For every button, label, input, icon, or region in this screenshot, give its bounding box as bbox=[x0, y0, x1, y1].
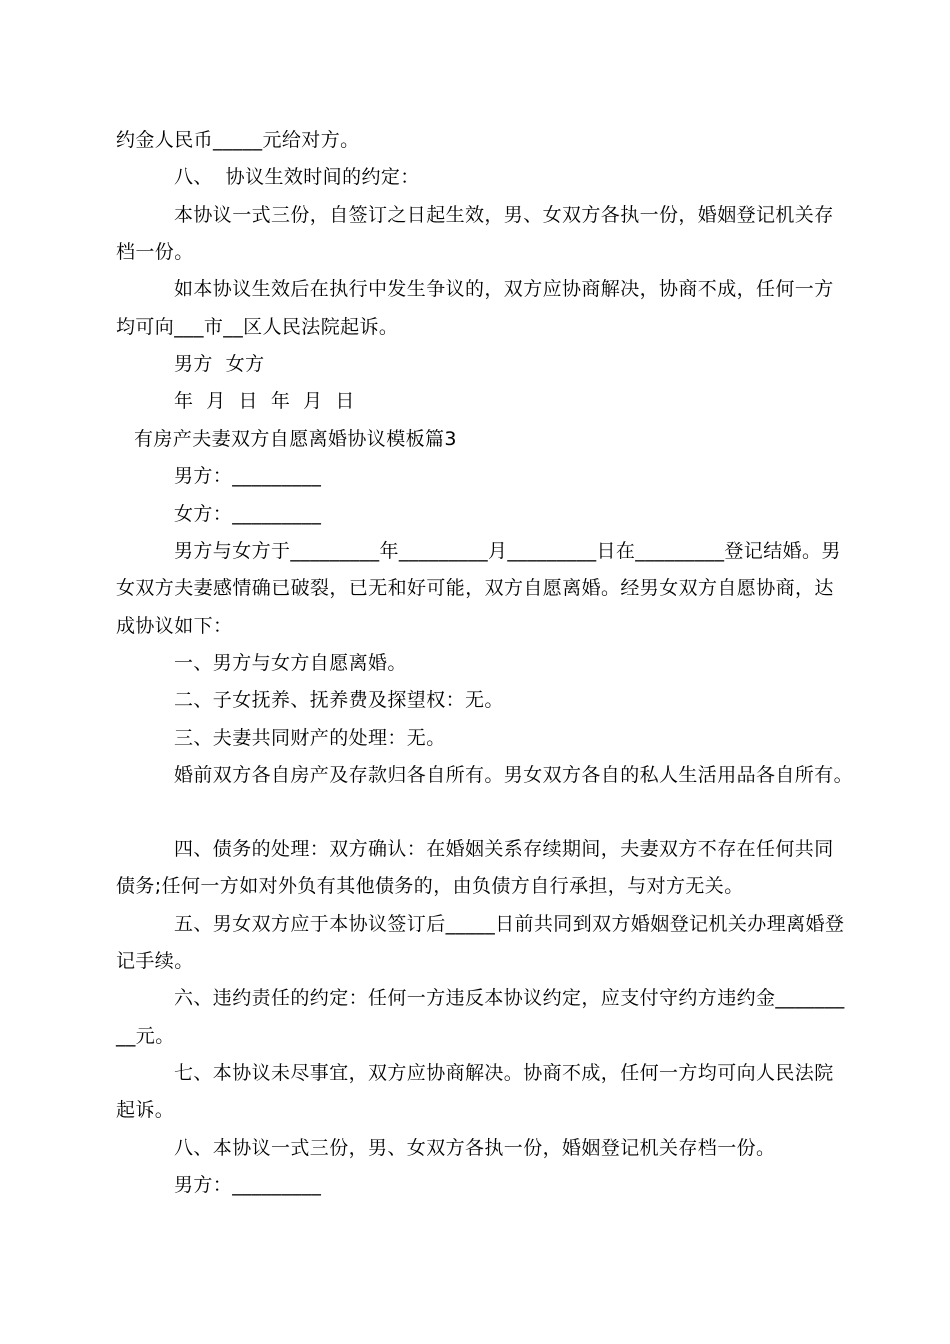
clause-5-cont: 记手续。 bbox=[116, 950, 194, 972]
wife-field: 女方：_________ bbox=[174, 503, 322, 525]
clause-5: 五、男女双方应于本协议签订后_____日前共同到双方婚姻登记机关办理离婚登 bbox=[174, 913, 845, 935]
clause-7: 七、本协议未尽事宜，双方应协商解决。协商不成，任何一方均可向人民法院 bbox=[174, 1062, 834, 1084]
clause-2: 二、子女抚养、抚养费及探望权：无。 bbox=[174, 689, 504, 711]
clause-1: 一、男方与女方自愿离婚。 bbox=[174, 652, 407, 674]
clause-7-cont: 起诉。 bbox=[116, 1099, 175, 1121]
text-line-3: 本协议一式三份，自签订之日起生效，男、女双方各执一份，婚姻登记机关存 bbox=[174, 204, 834, 226]
husband-field: 男方：_________ bbox=[174, 465, 322, 487]
clause-3-detail: 婚前双方各自房产及存款归各自所有。男女双方各自的私人生活用品各自所有。 bbox=[174, 764, 854, 786]
text-line-1: 约金人民币_____元给对方。 bbox=[116, 129, 360, 151]
clause-3: 三、夫妻共同财产的处理：无。 bbox=[174, 727, 446, 749]
text-line-6: 均可向___市__区人民法院起诉。 bbox=[116, 316, 399, 338]
clause-6-cont: __元。 bbox=[116, 1025, 175, 1047]
clause-8: 八、本协议一式三份，男、女双方各执一份，婚姻登记机关存档一份。 bbox=[174, 1137, 776, 1159]
text-line-5: 如本协议生效后在执行中发生争议的，双方应协商解决，协商不成，任何一方 bbox=[174, 278, 834, 300]
section-heading-effective-time: 八、 协议生效时间的约定： bbox=[174, 166, 420, 188]
clause-4-cont: 债务;任何一方如对外负有其他债务的，由负债方自行承担，与对方无关。 bbox=[116, 875, 744, 897]
clause-4: 四、债务的处理：双方确认：在婚姻关系存续期间，夫妻双方不存在任何共同 bbox=[174, 838, 834, 860]
text-line-14: 成协议如下： bbox=[116, 615, 233, 637]
section-title-template-3: 有房产夫妻双方自愿离婚协议模板篇3 bbox=[134, 428, 457, 450]
clause-6: 六、违约责任的约定：任何一方违反本协议约定，应支付守约方违约金_______ bbox=[174, 987, 845, 1009]
signature-dates: 年 月 日 年 月 日 bbox=[174, 390, 355, 412]
husband-signature-field: 男方：_________ bbox=[174, 1174, 322, 1196]
text-line-13: 女双方夫妻感情确已破裂，已无和好可能，双方自愿离婚。经男女双方自愿协商，达 bbox=[116, 577, 834, 599]
signature-parties: 男方 女方 bbox=[174, 353, 265, 375]
text-line-4: 档一份。 bbox=[116, 241, 194, 263]
text-line-12: 男方与女方于_________年_________月_________日在_________登记结婚。男 bbox=[174, 540, 841, 562]
